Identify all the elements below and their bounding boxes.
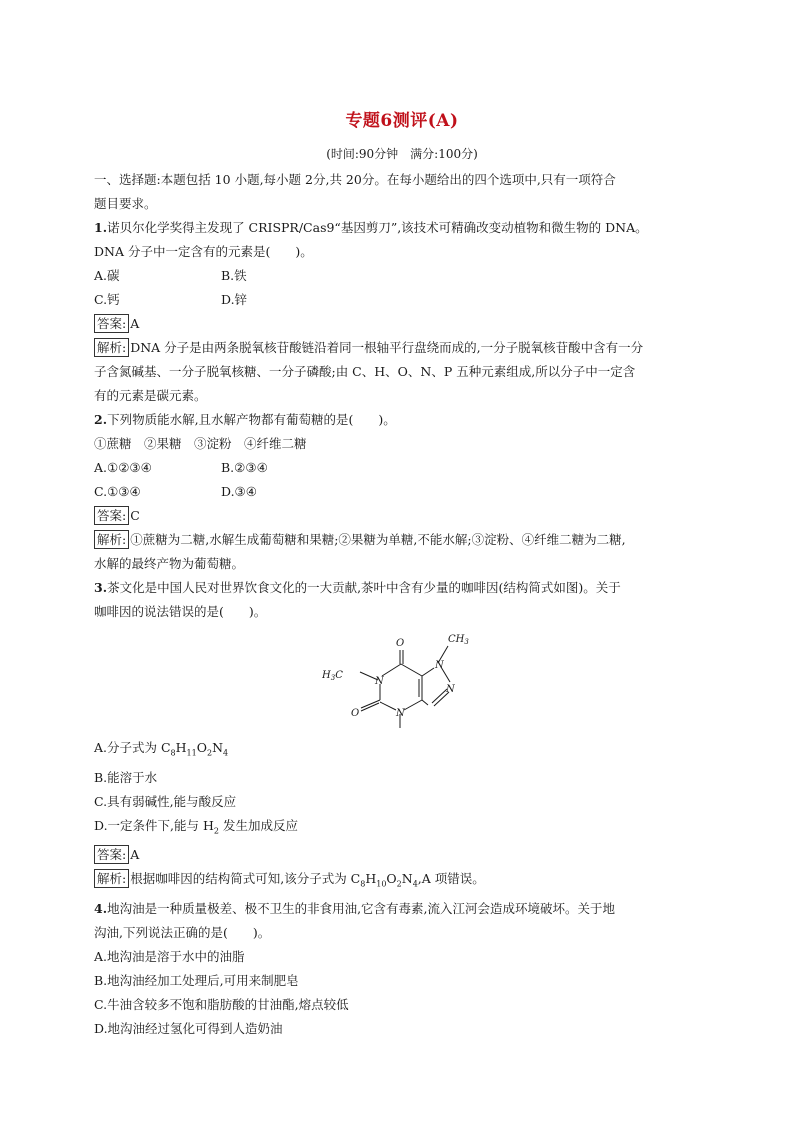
caffeine-structure bbox=[94, 630, 710, 730]
option-d: D.地沟油经过氢化可得到人造奶油 bbox=[94, 1020, 283, 1036]
svg-text:N: N bbox=[435, 660, 444, 671]
analysis-tag: 解析: bbox=[94, 530, 129, 549]
analysis-line bbox=[94, 528, 710, 552]
answer-value: A bbox=[130, 847, 140, 862]
analysis-tag: 解析: bbox=[94, 338, 129, 357]
option-a: A.地沟油是溶于水中的油脂 bbox=[94, 948, 245, 964]
question-4 bbox=[94, 897, 710, 921]
option-b: B.能溶于水 bbox=[94, 769, 158, 785]
option-c: C.钙 bbox=[94, 292, 120, 307]
option-c: C.具有弱碱性,能与酸反应 bbox=[94, 793, 237, 809]
analysis-text: ①蔗糖为二糖,水解生成葡萄糖和果糖;②果糖为单糖,不能水解;③淀粉、④纤维二糖为二糖, bbox=[130, 532, 626, 547]
page-title: 专题6测评(A) bbox=[345, 111, 459, 131]
option-d: D.一定条件下,能与 $H_2$ 发生加成反应 bbox=[94, 817, 298, 835]
svg-text:O: O bbox=[351, 708, 360, 719]
question-text: 茶文化是中国人民对世界饮食文化的一大贡献,茶叶中含有少量的咖啡因(结构简式如图)。关于 bbox=[107, 580, 621, 595]
question-3 bbox=[94, 576, 710, 600]
section-header: 一、选择题:本题包括 10 小题,每小题 2分,共 20分。在每小题给出的四个选项中,只有一项符合 bbox=[94, 172, 616, 187]
option-c: C.牛油含较多不饱和脂肪酸的甘油酯,熔点较低 bbox=[94, 996, 349, 1012]
options-row bbox=[94, 264, 710, 288]
answer-value: A bbox=[130, 316, 140, 331]
exam-info: (时间:90分钟 满分:100分) bbox=[326, 147, 478, 161]
question-text: 地沟油是一种质量极差、极不卫生的非食用油,它含有毒素,流入江河会造成环境破坏。关于地 bbox=[107, 900, 616, 916]
analysis-line bbox=[94, 336, 710, 360]
section-header-cont: 题目要求。 bbox=[94, 196, 157, 211]
analysis-text: DNA 分子是由两条脱氧核苷酸链沿着同一根轴平行盘绕而成的,一分子脱氧核苷酸中含有一分 bbox=[130, 340, 644, 355]
question-number: 3. bbox=[94, 580, 108, 595]
answer-tag: 答案: bbox=[94, 314, 129, 333]
analysis-cont: 水解的最终产物为葡萄糖。 bbox=[94, 556, 245, 571]
svg-text:O: O bbox=[396, 638, 405, 649]
option-a: A.①②③④ bbox=[94, 460, 152, 475]
option-d: D.锌 bbox=[221, 292, 248, 307]
question-1-cont: DNA 分子中一定含有的元素是( )。 bbox=[94, 244, 313, 259]
svg-text:H3C: $H_3C$ bbox=[322, 670, 343, 682]
question-text: 诺贝尔化学奖得主发现了 CRISPR/Cas9“基因剪刀”,该技术可精确改变动植物和微生物的 DNA。 bbox=[107, 220, 648, 235]
answer-tag: 答案: bbox=[94, 506, 129, 525]
answer-value: C bbox=[130, 508, 140, 523]
analysis-tag: 解析: bbox=[94, 869, 129, 888]
question-text: 下列物质能水解,且水解产物都有葡萄糖的是( )。 bbox=[107, 412, 396, 427]
question-3-cont: 咖啡因的说法错误的是( )。 bbox=[94, 604, 267, 619]
svg-text:N: N bbox=[396, 708, 405, 719]
analysis-line: 解析: 根据咖啡因的结构简式可知,该分子式为 $C_8H_{10}O_2N_4,A$ 项错误。 bbox=[94, 867, 710, 897]
options-row bbox=[94, 288, 710, 312]
svg-text:CH3: $CH_3$ bbox=[448, 634, 469, 646]
question-number: 4. bbox=[94, 900, 108, 916]
document-page bbox=[94, 106, 710, 1041]
svg-text:N: N bbox=[446, 684, 455, 695]
options-row bbox=[94, 456, 710, 480]
svg-text:N: N bbox=[375, 676, 384, 687]
option-c: C.①③④ bbox=[94, 484, 141, 499]
option-b: B.铁 bbox=[221, 268, 247, 283]
option-a: A.碳 bbox=[94, 268, 120, 283]
question-4-cont: 沟油,下列说法正确的是( )。 bbox=[94, 924, 271, 940]
option-d: D.③④ bbox=[221, 484, 257, 499]
question-number: 1. bbox=[94, 220, 108, 235]
analysis-cont: 子含氮碱基、一分子脱氧核糖、一分子磷酸;由 C、H、O、N、P 五种元素组成,所以分子中一定含 bbox=[94, 364, 636, 379]
option-a: A.分子式为 $C_8H_{11}O_2N_4$ bbox=[94, 740, 229, 758]
answer-line bbox=[94, 843, 710, 867]
question-2 bbox=[94, 408, 710, 432]
options-row bbox=[94, 480, 710, 504]
question-number: 2. bbox=[94, 412, 108, 427]
question-items: ①蔗糖 ②果糖 ③淀粉 ④纤维二糖 bbox=[94, 436, 307, 451]
analysis-cont: 有的元素是碳元素。 bbox=[94, 388, 207, 403]
option-b: B.②③④ bbox=[221, 460, 268, 475]
caffeine-structure-diagram bbox=[322, 630, 482, 730]
question-1 bbox=[94, 216, 710, 240]
answer-tag: 答案: bbox=[94, 845, 129, 864]
option-b: B.地沟油经加工处理后,可用来制肥皂 bbox=[94, 972, 299, 988]
answer-line bbox=[94, 504, 710, 528]
answer-line bbox=[94, 312, 710, 336]
